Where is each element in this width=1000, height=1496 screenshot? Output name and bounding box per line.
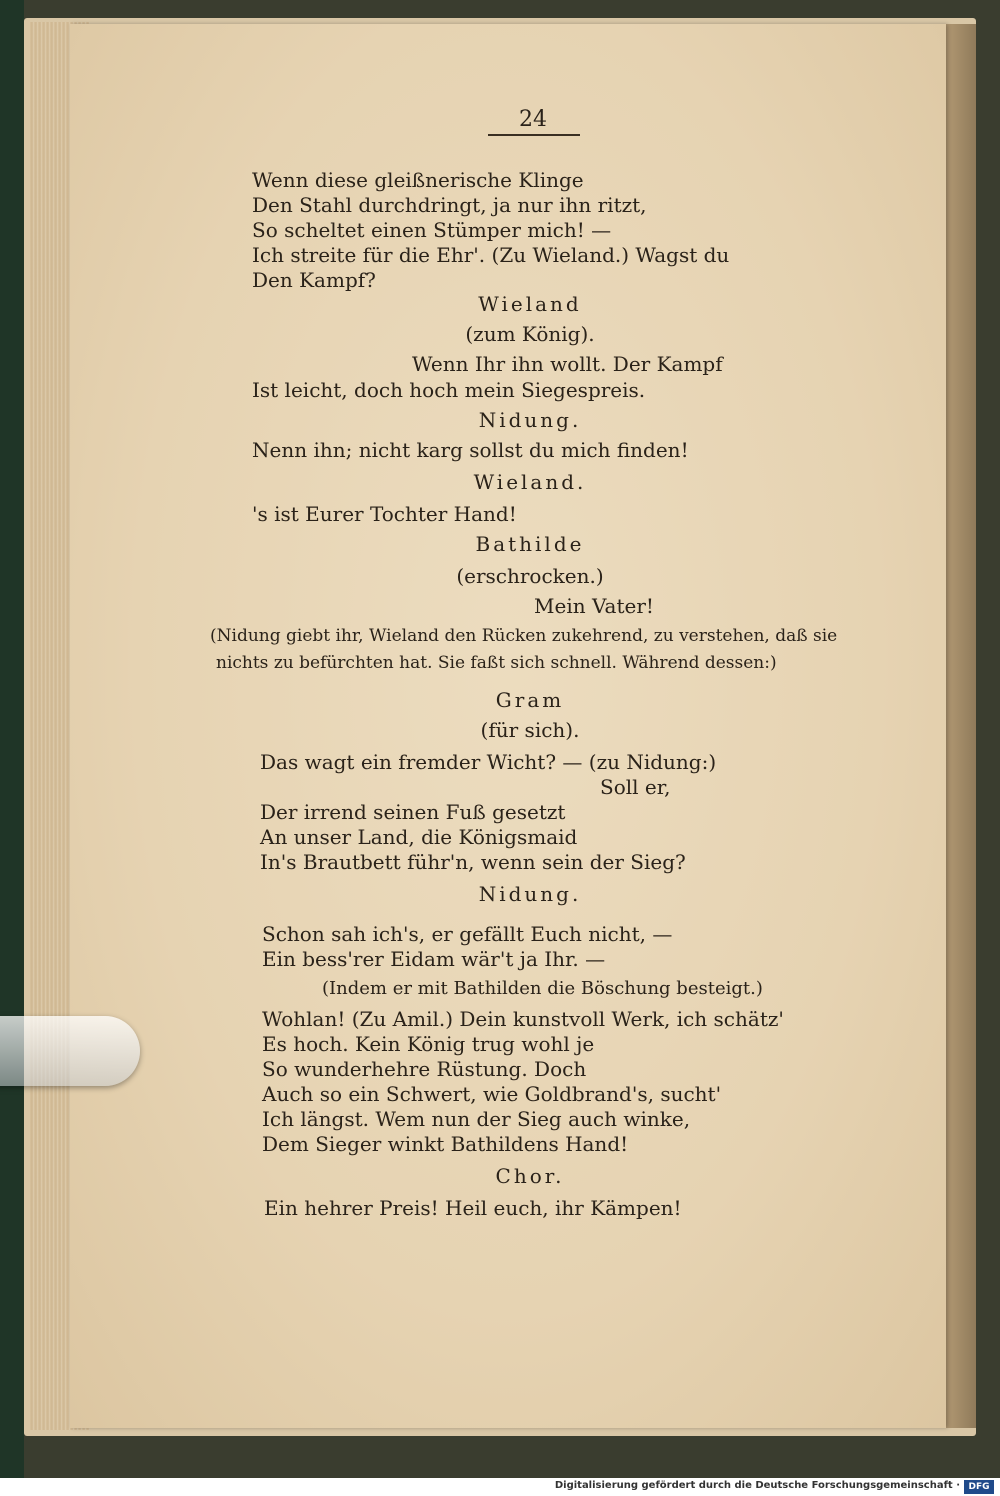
verse-line: So wunderhehre Rüstung. Doch (262, 1057, 587, 1081)
page-number: 24 (519, 107, 547, 132)
verse-line: Mein Vater! (534, 594, 654, 618)
stage-direction: (erschrocken.) (456, 564, 604, 588)
verse-line: Den Kampf? (252, 268, 376, 292)
verse-line: Schon sah ich's, er gefällt Euch nicht, — (262, 922, 673, 946)
verse-line: Wenn Ihr ihn wollt. Der Kampf (412, 352, 723, 376)
page-number-rule (488, 134, 580, 136)
verse-line: Ich streite für die Ehr'. (Zu Wieland.) Wagst du (252, 243, 730, 267)
verse-line: Wenn diese gleißnerische Klinge (252, 168, 584, 192)
verse-line: In's Brautbett führ'n, wenn sein der Sieg? (260, 850, 686, 874)
verse-line: Der irrend seinen Fuß gesetzt (260, 800, 566, 824)
speaker-name: Nidung. (478, 408, 582, 432)
funding-notice: Digitalisierung gefördert durch die Deutsche Forschungsgemeinschaft · (554, 1480, 960, 1491)
verse-line: Soll er, (600, 775, 671, 799)
verse-line: So scheltet einen Stümper mich! — (252, 218, 612, 242)
glass-page-holder (0, 1016, 140, 1086)
verse-line: Ein bess'rer Eidam wär't ja Ihr. — (262, 947, 606, 971)
verse-line: Nenn ihn; nicht karg sollst du mich finden! (252, 438, 689, 462)
dfg-logo: DFG (964, 1480, 994, 1494)
verse-line: Es hoch. Kein König trug wohl je (262, 1032, 595, 1056)
verse-line: Das wagt ein fremder Wicht? — (zu Nidung:) (260, 750, 717, 774)
stage-direction: (für sich). (480, 718, 580, 742)
speaker-name: Nidung. (478, 882, 582, 906)
stage-direction: (Nidung giebt ihr, Wieland den Rücken zukehrend, zu verstehen, daß sie (210, 626, 838, 646)
verse-line: Dem Sieger winkt Bathildens Hand! (262, 1132, 629, 1156)
speaker-name: Bathilde (475, 532, 585, 556)
speaker-name: Wieland (478, 292, 582, 316)
verse-line: An unser Land, die Königsmaid (260, 825, 578, 849)
verse-line: Den Stahl durchdringt, ja nur ihn ritzt, (252, 193, 647, 217)
speaker-name: Gram (495, 688, 565, 712)
verse-line: 's ist Eurer Tochter Hand! (252, 502, 517, 526)
verse-line: Ein hehrer Preis! Heil euch, ihr Kämpen! (264, 1196, 682, 1220)
verse-line: Auch so ein Schwert, wie Goldbrand's, sucht' (262, 1082, 722, 1106)
verse-line: Ist leicht, doch hoch mein Siegespreis. (252, 378, 646, 402)
verse-line: Wohlan! (Zu Amil.) Dein kunstvoll Werk, ich schätz' (262, 1007, 784, 1031)
speaker-name: Chor. (495, 1164, 565, 1188)
stage-direction: (Indem er mit Bathilden die Böschung besteigt.) (322, 978, 763, 999)
scan-left-border (0, 0, 24, 1478)
stage-direction: (zum König). (465, 322, 595, 346)
stage-direction: nichts zu befürchten hat. Sie faßt sich schnell. Während dessen:) (216, 653, 777, 673)
speaker-name: Wieland. (473, 470, 587, 494)
verse-line: Ich längst. Wem nun der Sieg auch winke, (262, 1107, 691, 1131)
